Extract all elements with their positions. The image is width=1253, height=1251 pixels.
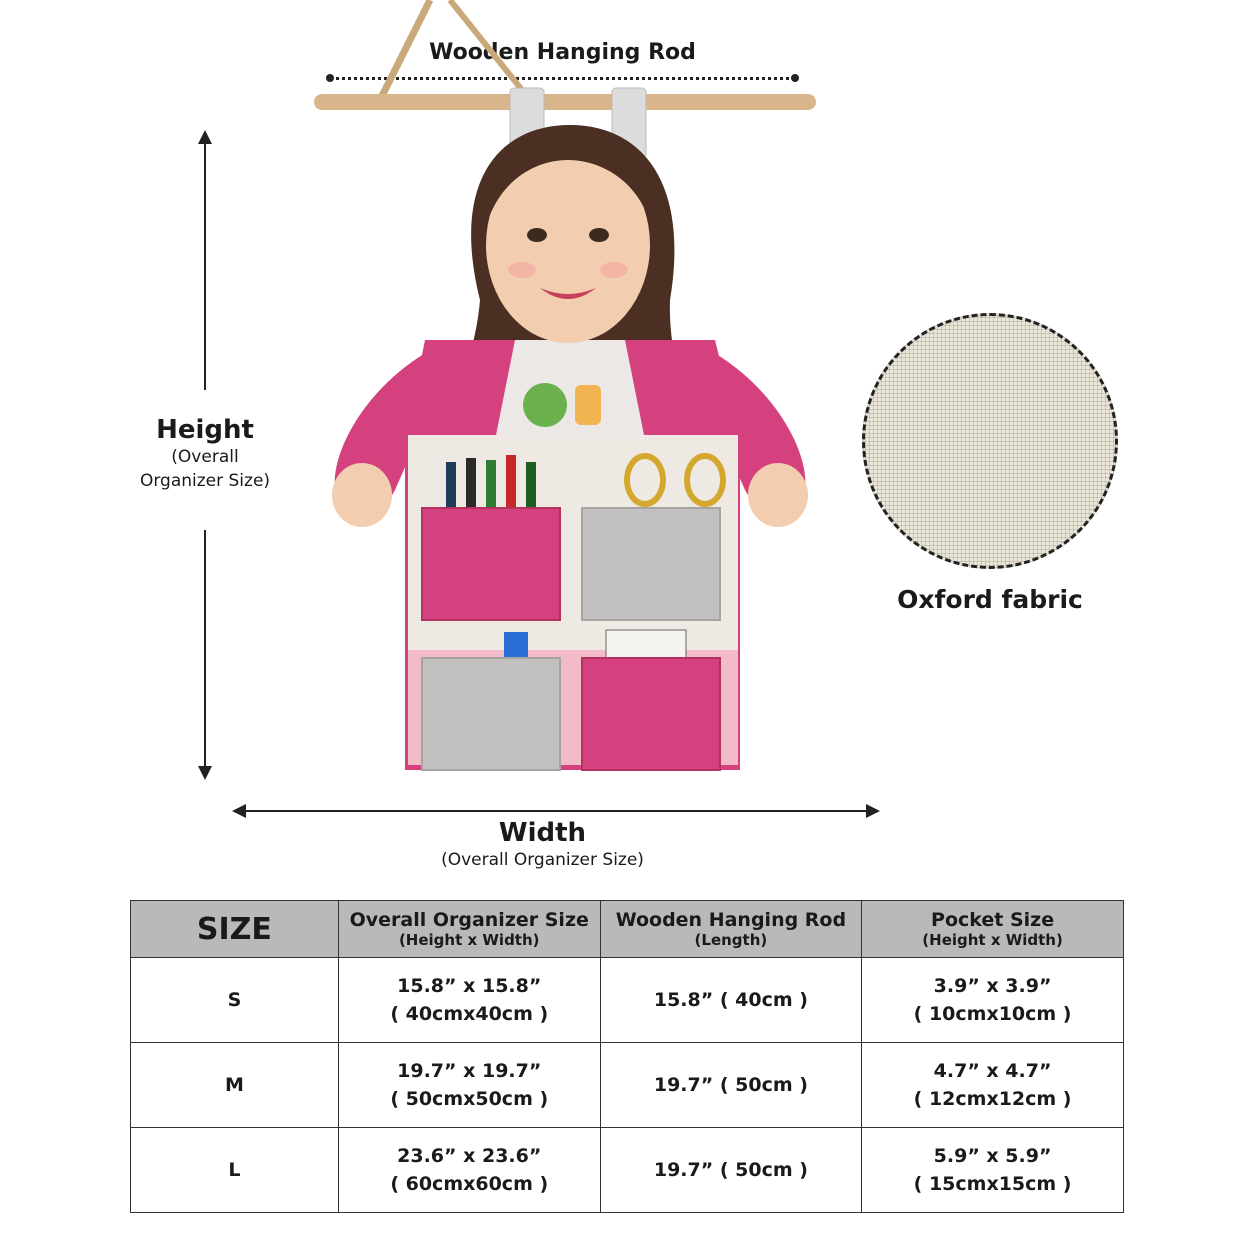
header-rod-sub: (Length) <box>694 931 768 949</box>
rod-dimension-label: Wooden Hanging Rod <box>429 40 696 65</box>
overall-size-cell <box>338 1043 600 1128</box>
pocket-inches: 5.9” x 5.9” <box>933 1145 1052 1167</box>
fabric-swatch <box>862 313 1118 569</box>
overall-inches: 19.7” x 19.7” <box>397 1060 542 1082</box>
width-sublabel: (Overall Organizer Size) <box>441 850 644 870</box>
pocket-size-cell <box>862 1128 1124 1213</box>
table-row <box>131 1043 1124 1128</box>
overall-size-cell <box>338 1128 600 1213</box>
width-arrow-left-icon <box>232 804 246 818</box>
wooden-rod <box>314 94 816 110</box>
right-eye <box>589 228 609 242</box>
header-size: SIZE <box>131 901 339 958</box>
fabric-label: Oxford fabric <box>897 585 1083 614</box>
rope-left <box>380 0 430 100</box>
header-pocket-main: Pocket Size <box>931 909 1055 931</box>
width-arrow-right-icon <box>866 804 880 818</box>
overall-inches: 23.6” x 23.6” <box>397 1145 542 1167</box>
height-label-group <box>120 415 290 493</box>
height-arrow-down-icon <box>198 766 212 780</box>
rod-length-cell: 15.8” ( 40cm ) <box>600 958 861 1043</box>
pen-4 <box>506 455 516 513</box>
left-cheek <box>508 262 536 278</box>
header-overall-sub: (Height x Width) <box>398 931 540 949</box>
pencil-print <box>575 385 601 425</box>
pocket-inches: 3.9” x 3.9” <box>933 975 1052 997</box>
pocket-cm: ( 12cmx12cm ) <box>913 1088 1072 1110</box>
right-hand <box>748 463 808 527</box>
overall-cm: ( 60cmx60cm ) <box>390 1173 549 1195</box>
pocket-top-right <box>582 508 720 620</box>
height-line-bottom <box>204 530 206 770</box>
pen-2 <box>466 458 476 513</box>
height-sublabel-1: (Overall <box>171 447 239 467</box>
globe-print <box>523 383 567 427</box>
rod-length-cell: 19.7” ( 50cm ) <box>600 1043 861 1128</box>
size-code: S <box>131 958 339 1043</box>
pocket-cm: ( 10cmx10cm ) <box>913 1003 1072 1025</box>
pocket-bottom-left <box>422 658 560 770</box>
table-row <box>131 1128 1124 1213</box>
width-label-group <box>400 818 685 872</box>
size-code: M <box>131 1043 339 1128</box>
width-label: Width <box>498 818 587 848</box>
height-line-top <box>204 140 206 390</box>
left-hand <box>332 463 392 527</box>
header-rod <box>600 901 861 958</box>
overall-size-cell <box>338 958 600 1043</box>
pocket-cm: ( 15cmx15cm ) <box>913 1173 1072 1195</box>
shirt <box>495 340 645 440</box>
pocket-size-cell <box>862 1043 1124 1128</box>
pen-5 <box>526 462 536 512</box>
height-label: Height <box>156 415 254 445</box>
pen-3 <box>486 460 496 512</box>
overall-cm: ( 50cmx50cm ) <box>390 1088 549 1110</box>
pocket-top-left <box>422 508 560 620</box>
height-sublabel-2: Organizer Size) <box>139 471 271 491</box>
pocket-bottom-right <box>582 658 720 770</box>
width-line <box>246 810 868 812</box>
header-overall <box>338 901 600 958</box>
size-table <box>130 900 1124 1213</box>
overall-cm: ( 40cmx40cm ) <box>390 1003 549 1025</box>
organizer-illustration <box>300 0 840 790</box>
header-pocket-sub: (Height x Width) <box>922 931 1063 949</box>
table-row <box>131 958 1124 1043</box>
header-pocket <box>862 901 1124 958</box>
pen-1 <box>446 462 456 512</box>
left-eye <box>527 228 547 242</box>
pocket-size-cell <box>862 958 1124 1043</box>
header-rod-main: Wooden Hanging Rod <box>615 909 847 931</box>
rod-length-cell: 19.7” ( 50cm ) <box>600 1128 861 1213</box>
header-overall-main: Overall Organizer Size <box>349 909 589 931</box>
overall-inches: 15.8” x 15.8” <box>397 975 542 997</box>
right-cheek <box>600 262 628 278</box>
size-code: L <box>131 1128 339 1213</box>
pocket-inches: 4.7” x 4.7” <box>933 1060 1052 1082</box>
table-header-row <box>131 901 1124 958</box>
rope-right <box>450 0 530 100</box>
